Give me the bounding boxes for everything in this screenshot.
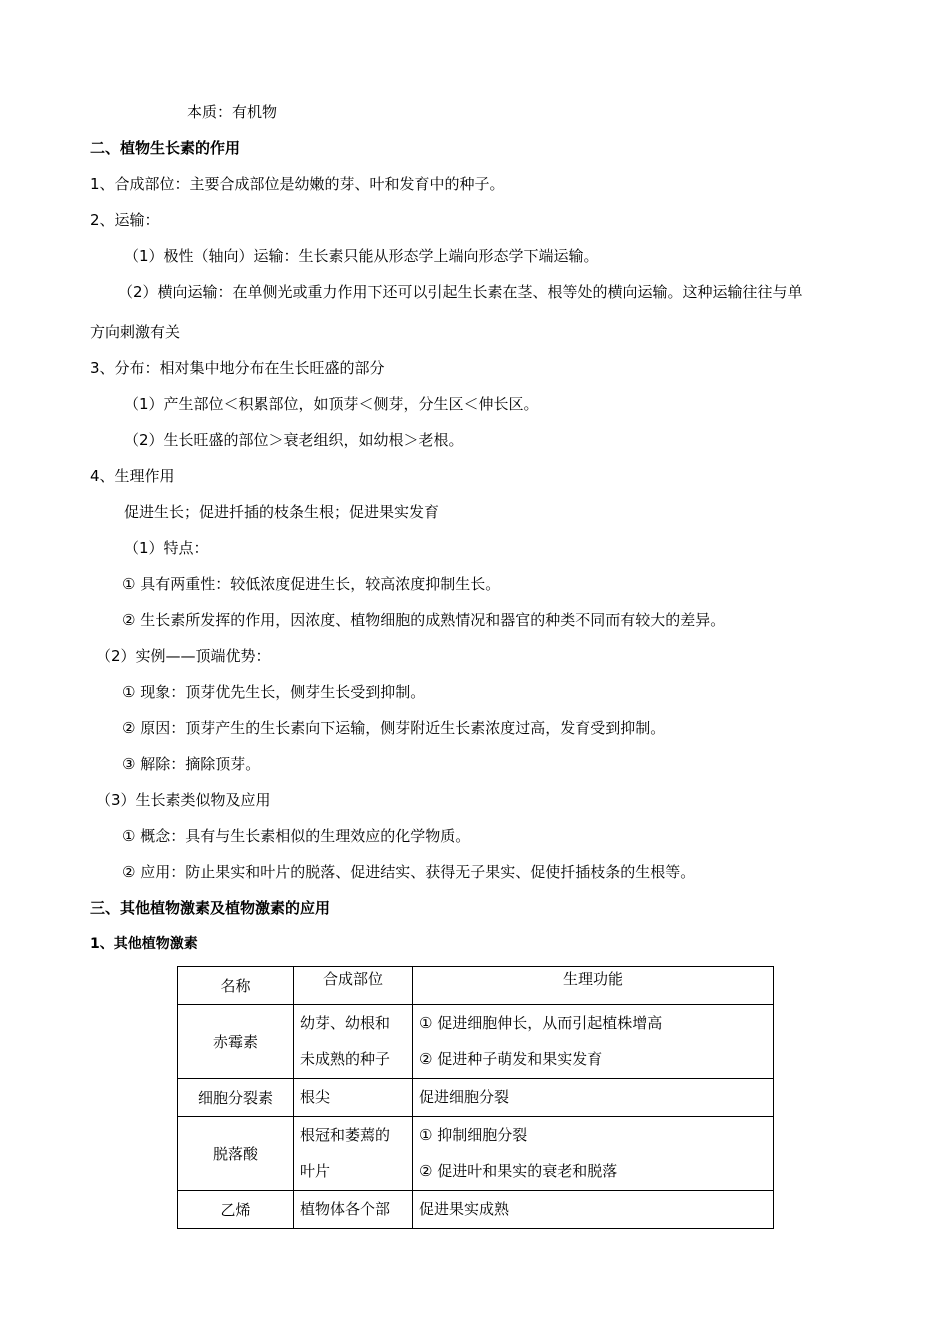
hormone-name: 脱落酸: [178, 1117, 294, 1191]
function-line: ② 促进叶和果实的衰老和脱落: [419, 1162, 618, 1180]
site-line: 根冠和萎蔫的: [300, 1126, 391, 1144]
paragraph-transport: 2、运输：: [90, 211, 160, 229]
hormone-table: [177, 966, 774, 1229]
site-line: 未成熟的种子: [300, 1050, 391, 1068]
hormone-site: [294, 1191, 413, 1229]
function-line: 促进细胞分裂: [419, 1088, 510, 1106]
paragraph-lateral-transport: （2）横向运输：在单侧光或重力作用下还可以引起生长素在茎、根等处的横向运输。这种运输往往与单: [118, 283, 803, 301]
hormone-site: [294, 1005, 413, 1079]
hormone-name: 细胞分裂素: [178, 1079, 294, 1117]
hormone-function: [413, 1191, 774, 1229]
paragraph-distribution: 3、分布：相对集中地分布在生长旺盛的部分: [90, 359, 385, 377]
hormone-name: 乙烯: [178, 1191, 294, 1229]
site-line: 幼芽、幼根和: [300, 1014, 391, 1032]
header-function: 生理功能: [413, 967, 774, 1005]
paragraph-synthesis-site: 1、合成部位：主要合成部位是幼嫩的芽、叶和发育中的种子。: [90, 175, 505, 193]
subsection-other-hormones: 1、其他植物激素: [90, 936, 198, 952]
table-row: [178, 1079, 774, 1117]
paragraph-lateral-transport-cont: 方向刺激有关: [90, 323, 181, 341]
paragraph-polar-transport: （1）极性（轴向）运输：生长素只能从形态学上端向形态学下端运输。: [124, 247, 599, 265]
header-name: 名称: [178, 967, 294, 1005]
site-line: 根尖: [300, 1088, 331, 1106]
function-line: 促进果实成熟: [419, 1200, 510, 1218]
paragraph-distribution-1: （1）产生部位＜积累部位，如顶芽＜侧芽，分生区＜伸长区。: [124, 395, 539, 413]
hormone-name: 赤霉素: [178, 1005, 294, 1079]
table-row: [178, 1191, 774, 1229]
hormone-function: [413, 1117, 774, 1191]
paragraph-apical-1: ① 现象：顶芽优先生长，侧芽生长受到抑制。: [122, 683, 426, 701]
paragraph-features-2: ② 生长素所发挥的作用，因浓度、植物细胞的成熟情况和器官的种类不同而有较大的差异。: [122, 611, 726, 629]
essence-line: 本质：有机物: [187, 103, 278, 121]
paragraph-distribution-2: （2）生长旺盛的部位＞衰老组织，如幼根＞老根。: [124, 431, 464, 449]
site-line: 叶片: [300, 1162, 331, 1180]
section-3-heading: 三、其他植物激素及植物激素的应用: [90, 899, 331, 917]
section-2-heading: 二、植物生长素的作用: [90, 139, 241, 157]
paragraph-analogs: （3）生长素类似物及应用: [96, 791, 271, 809]
paragraph-analogs-2: ② 应用：防止果实和叶片的脱落、促进结实、获得无子果实、促使扦插枝条的生根等。: [122, 863, 696, 881]
paragraph-physiology-intro: 促进生长；促进扦插的枝条生根；促进果实发育: [124, 503, 440, 521]
table-header-row: [178, 967, 774, 1005]
header-site: 合成部位: [294, 967, 413, 1005]
function-line: ② 促进种子萌发和果实发育: [419, 1050, 603, 1068]
hormone-function: [413, 1005, 774, 1079]
paragraph-features-1: ① 具有两重性：较低浓度促进生长，较高浓度抑制生长。: [122, 575, 501, 593]
hormone-function: [413, 1079, 774, 1117]
paragraph-apical-dominance: （2）实例——顶端优势：: [96, 647, 271, 665]
paragraph-apical-2: ② 原因：顶芽产生的生长素向下运输，侧芽附近生长素浓度过高，发育受到抑制。: [122, 719, 666, 737]
function-line: ① 抑制细胞分裂: [419, 1126, 528, 1144]
paragraph-physiology: 4、生理作用: [90, 467, 175, 485]
paragraph-analogs-1: ① 概念：具有与生长素相似的生理效应的化学物质。: [122, 827, 471, 845]
table-row: [178, 1005, 774, 1079]
site-line: 植物体各个部: [300, 1200, 391, 1218]
paragraph-apical-3: ③ 解除：摘除顶芽。: [122, 755, 261, 773]
table-row: [178, 1117, 774, 1191]
hormone-site: [294, 1079, 413, 1117]
paragraph-features: （1）特点：: [124, 539, 209, 557]
function-line: ① 促进细胞伸长，从而引起植株增高: [419, 1014, 663, 1032]
hormone-site: [294, 1117, 413, 1191]
